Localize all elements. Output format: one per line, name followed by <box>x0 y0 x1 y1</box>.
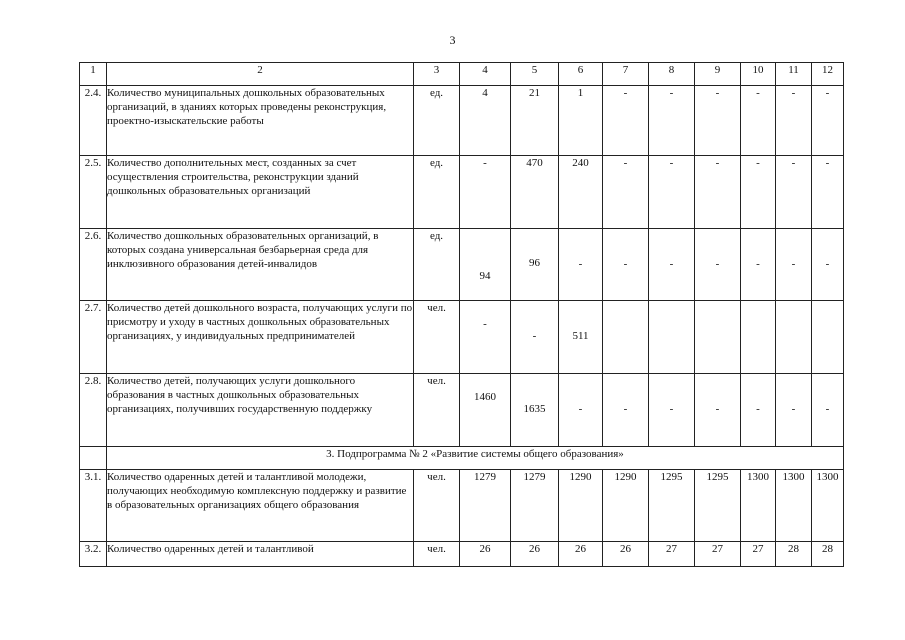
row-description: Количество детей, получающих услуги дошкольного образования в частных дошкольных образовательных организациях, получивших государственную поддержку <box>107 374 414 447</box>
value-cell: - <box>511 301 559 374</box>
value-cell: 511 <box>559 301 603 374</box>
value-cell: 1290 <box>603 470 649 542</box>
value-cell: 4 <box>460 86 511 156</box>
header-cell: 9 <box>695 63 741 86</box>
row-number: 3.2. <box>80 542 107 567</box>
value-cell <box>812 301 844 374</box>
row-description: Количество дошкольных образовательных организаций, в которых создана универсальная безбарьерная среда для инклюзивного образования детей-инвалидов <box>107 229 414 301</box>
header-row <box>80 63 844 86</box>
value-cell: - <box>812 86 844 156</box>
header-cell: 11 <box>776 63 812 86</box>
table-row <box>80 374 844 447</box>
table-row <box>80 470 844 542</box>
value-cell: 1300 <box>776 470 812 542</box>
value-cell: - <box>603 156 649 229</box>
header-cell: 8 <box>649 63 695 86</box>
value-cell: - <box>649 374 695 447</box>
value-cell <box>603 301 649 374</box>
value-cell: 21 <box>511 86 559 156</box>
row-description: Количество детей дошкольного возраста, получающих услуги по присмотру и уходу в частных дошкольных образовательных организациях, у индивидуальных предпринимателей <box>107 301 414 374</box>
table-row <box>80 156 844 229</box>
row-unit: чел. <box>414 374 460 447</box>
value-cell: 1290 <box>559 470 603 542</box>
row-unit: ед. <box>414 156 460 229</box>
value-cell: 1460 <box>460 374 511 447</box>
row-description: Количество дополнительных мест, созданных за счет осуществления строительства, реконструкции зданий дошкольных образовательных организаций <box>107 156 414 229</box>
header-cell: 6 <box>559 63 603 86</box>
value-cell: 28 <box>812 542 844 567</box>
header-cell: 3 <box>414 63 460 86</box>
section-number-cell <box>80 447 107 470</box>
value-cell: - <box>741 374 776 447</box>
table-row <box>80 86 844 156</box>
value-cell: 1635 <box>511 374 559 447</box>
table-row <box>80 229 844 301</box>
value-cell: 28 <box>776 542 812 567</box>
value-cell: - <box>603 229 649 301</box>
row-description: Количество одаренных детей и талантливой <box>107 542 414 567</box>
value-cell: - <box>776 156 812 229</box>
table-row <box>80 542 844 567</box>
row-number: 2.5. <box>80 156 107 229</box>
row-description: Количество одаренных детей и талантливой молодежи, получающих необходимую комплексную поддержку и развитие в образовательных организациях общего образования <box>107 470 414 542</box>
value-cell: - <box>649 229 695 301</box>
page-number: 3 <box>449 33 456 47</box>
header-cell: 2 <box>107 63 414 86</box>
value-cell: - <box>649 156 695 229</box>
indicators-table <box>79 62 844 567</box>
value-cell: - <box>812 229 844 301</box>
value-cell: - <box>741 229 776 301</box>
row-unit: чел. <box>414 301 460 374</box>
value-cell: - <box>695 374 741 447</box>
row-unit: ед. <box>414 229 460 301</box>
value-cell: - <box>695 229 741 301</box>
value-cell: - <box>776 229 812 301</box>
header-cell: 7 <box>603 63 649 86</box>
value-cell: 1295 <box>649 470 695 542</box>
value-cell: - <box>776 86 812 156</box>
value-cell: 1300 <box>812 470 844 542</box>
row-number: 2.6. <box>80 229 107 301</box>
value-cell: - <box>741 86 776 156</box>
value-cell: 1 <box>559 86 603 156</box>
value-cell <box>741 301 776 374</box>
value-cell: - <box>559 229 603 301</box>
header-cell: 1 <box>80 63 107 86</box>
value-cell <box>649 301 695 374</box>
value-cell: - <box>559 374 603 447</box>
value-cell: 1300 <box>741 470 776 542</box>
value-cell: 27 <box>695 542 741 567</box>
value-cell <box>776 301 812 374</box>
header-cell: 5 <box>511 63 559 86</box>
value-cell: - <box>695 86 741 156</box>
value-cell: 26 <box>460 542 511 567</box>
value-cell: 26 <box>559 542 603 567</box>
header-cell: 10 <box>741 63 776 86</box>
header-cell: 4 <box>460 63 511 86</box>
value-cell: 1279 <box>460 470 511 542</box>
value-cell: - <box>603 86 649 156</box>
value-cell: - <box>776 374 812 447</box>
value-cell: - <box>741 156 776 229</box>
value-cell: 1279 <box>511 470 559 542</box>
row-number: 2.4. <box>80 86 107 156</box>
section-title: 3. Подпрограмма № 2 «Развитие системы общего образования» <box>107 447 844 470</box>
value-cell: 94 <box>460 229 511 301</box>
row-unit: чел. <box>414 470 460 542</box>
value-cell: - <box>603 374 649 447</box>
row-number: 3.1. <box>80 470 107 542</box>
value-cell: 26 <box>511 542 559 567</box>
value-cell: - <box>812 156 844 229</box>
value-cell: 96 <box>511 229 559 301</box>
value-cell: 27 <box>649 542 695 567</box>
table-row <box>80 301 844 374</box>
row-number: 2.8. <box>80 374 107 447</box>
value-cell: - <box>460 301 511 374</box>
value-cell <box>695 301 741 374</box>
value-cell: 27 <box>741 542 776 567</box>
value-cell: - <box>649 86 695 156</box>
row-number: 2.7. <box>80 301 107 374</box>
value-cell: - <box>460 156 511 229</box>
value-cell: - <box>695 156 741 229</box>
value-cell: 26 <box>603 542 649 567</box>
row-unit: ед. <box>414 86 460 156</box>
section-row <box>80 447 844 470</box>
row-unit: чел. <box>414 542 460 567</box>
value-cell: 1295 <box>695 470 741 542</box>
value-cell: - <box>812 374 844 447</box>
value-cell: 470 <box>511 156 559 229</box>
header-cell: 12 <box>812 63 844 86</box>
row-description: Количество муниципальных дошкольных образовательных организаций, в зданиях которых проведены реконструкция, проектно-изыскательские работы <box>107 86 414 156</box>
value-cell: 240 <box>559 156 603 229</box>
